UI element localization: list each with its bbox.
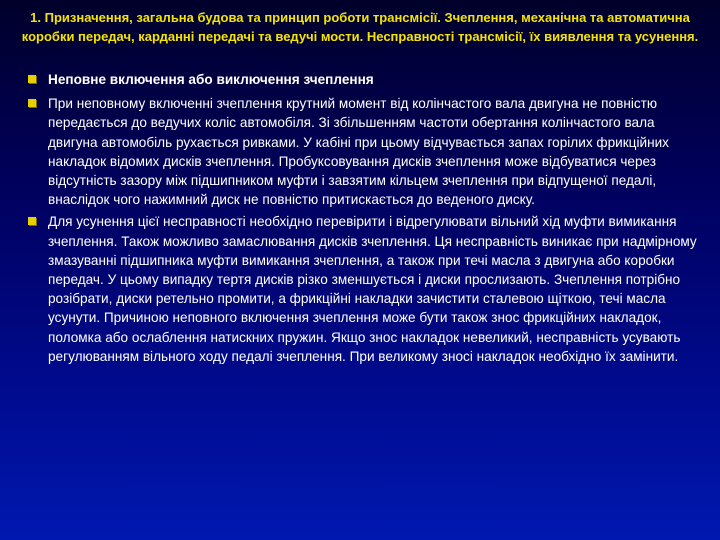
list-item — [26, 94, 702, 209]
list-item — [26, 212, 702, 366]
square-bullet-icon — [28, 99, 36, 107]
list-item-text: Для усунення цієї несправності необхідно перевірити і відрегулювати вільний хід муфти вимикання зчеплення. Також можливо замаслювання дисків зчеплення. Ця несправність виникає при надмірному змазуванні підшипника муфти вимикання зчеплення, а також при течі масла з двигуна або коробки передач. У цьому випадку тертя дисків різко зменшується і диски прослизають. Зчеплення потрібно розібрати, диски ретельно промити, а фрикційні накладки зачистити сталевою щіткою, течі масла усунути. Причиною неповного включення зчеплення може бути також знос фрикційних накладок, поломка або ослаблення натискних пружин. Якщо знос накладок невеликий, несправність усувають регулюванням вільного ходу педалі зчеплення. При великому зносі накладок необхідно їх замінити. — [48, 214, 697, 364]
slide-title: 1. Призначення, загальна будова та принцип роботи трансмісії. Зчеплення, механічна та автоматична коробки передач, карданні передачі та ведучі мости. Несправності трансмісії, їх виявлення та усунення. — [21, 10, 699, 44]
square-bullet-icon — [28, 217, 36, 225]
list-item — [26, 70, 702, 89]
list-item-text: При неповному включенні зчеплення крутний момент від колінчастого вала двигуна не повністю передається до ведучих коліс автомобіля. Зі збільшенням частоти обертання колінчастого вала двигуна автомобіль рухається ривками. У кабіні при цьому відчувається запах горілих фрикційних накладок відомих дисків зчеплення. Пробуксовування дисків зчеплення може відбуватися через відсутність зазору між підшипником муфти і завзятим кільцем зчеплення при відпущеної педалі, внаслідок чого нажимний диск не повністю притискається до веденого диску. — [48, 96, 669, 208]
list-item-text: Неповне включення або виключення зчеплення — [48, 72, 374, 87]
bullet-list — [26, 70, 702, 369]
square-bullet-icon — [28, 75, 36, 83]
